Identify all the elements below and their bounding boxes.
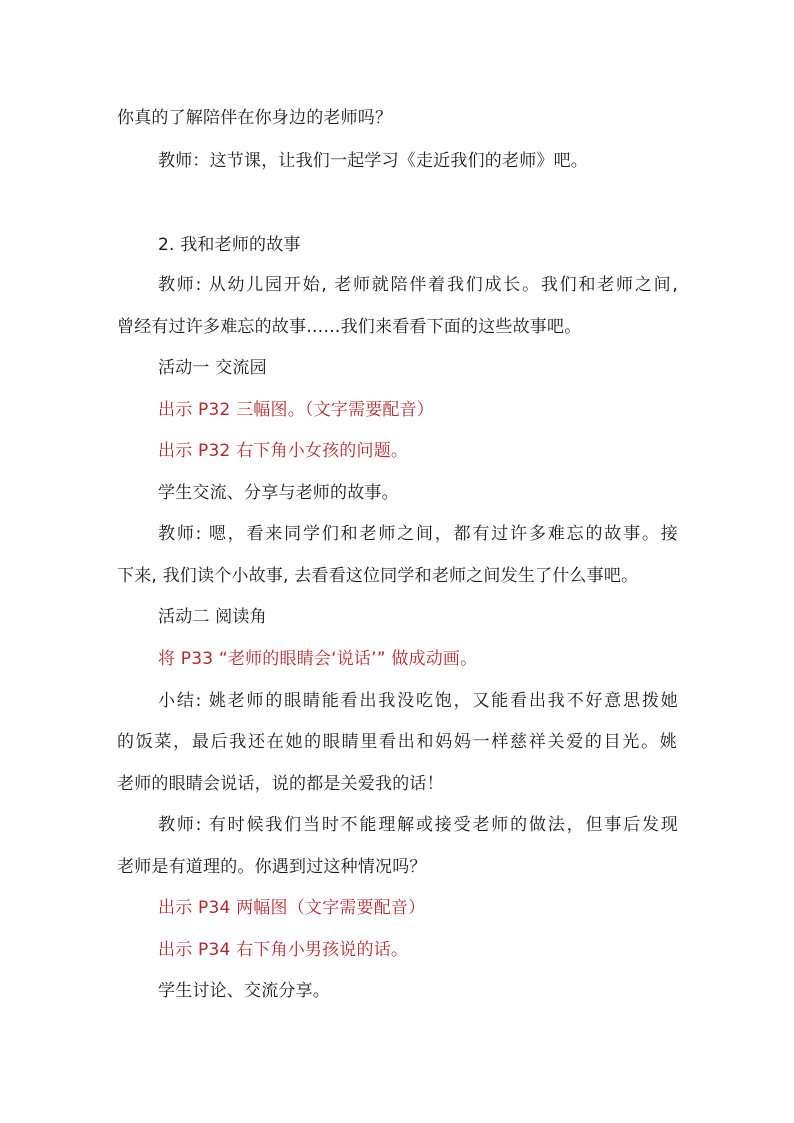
paragraph-line: 的饭菜，最后我还在她的眼睛里看出和妈妈一样慈祥关爱的目光。姚 [117,732,677,752]
paragraph-line: 下来, 我们读个小故事, 去看看这位同学和老师之间发生了什么事吧。 [117,566,639,586]
activity-heading: 活动一 交流园 [158,358,267,378]
paragraph-line: 小结: 姚老师的眼睛能看出我没吃饱，又能看出我不好意思拨她 [158,691,678,711]
instruction-note: 将 P33 “老师的眼睛会‘说话’” 做成动画。 [158,649,478,669]
paragraph-line: 曾经有过许多难忘的故事……我们来看看下面的这些故事吧。 [117,317,582,337]
paragraph-line: 教师: 从幼儿园开始, 老师就陪伴着我们成长。我们和老师之间, [158,275,678,295]
teacher-intro-line: 教师：这节课，让我们一起学习《走近我们的老师》吧。 [158,151,588,171]
instruction-note: 出示 P32 右下角小女孩的问题。 [158,441,409,461]
paragraph-line: 学生讨论、交流分享。 [158,981,330,1001]
instruction-note: 出示 P34 两幅图（文字需要配音） [158,898,426,918]
intro-question: 你真的了解陪伴在你身边的老师吗？ [117,108,393,128]
paragraph-line: 老师的眼睛会说话，说的都是关爱我的话！ [117,774,444,794]
section-heading: 2. 我和老师的故事 [158,235,301,255]
instruction-note: 出示 P32 三幅图。（文字需要配音） [158,400,434,420]
paragraph-line: 教师: 嗯，看来同学们和老师之间，都有过许多难忘的故事。接 [158,524,678,544]
paragraph-line: 教师: 有时候我们当时不能理解或接受老师的做法，但事后发现 [158,815,678,835]
paragraph-line: 学生交流、分享与老师的故事。 [158,483,399,503]
instruction-note: 出示 P34 右下角小男孩说的话。 [158,940,409,960]
activity-heading: 活动二 阅读角 [158,607,267,627]
paragraph-line: 老师是有道理的。你遇到过这种情况吗？ [117,857,427,877]
